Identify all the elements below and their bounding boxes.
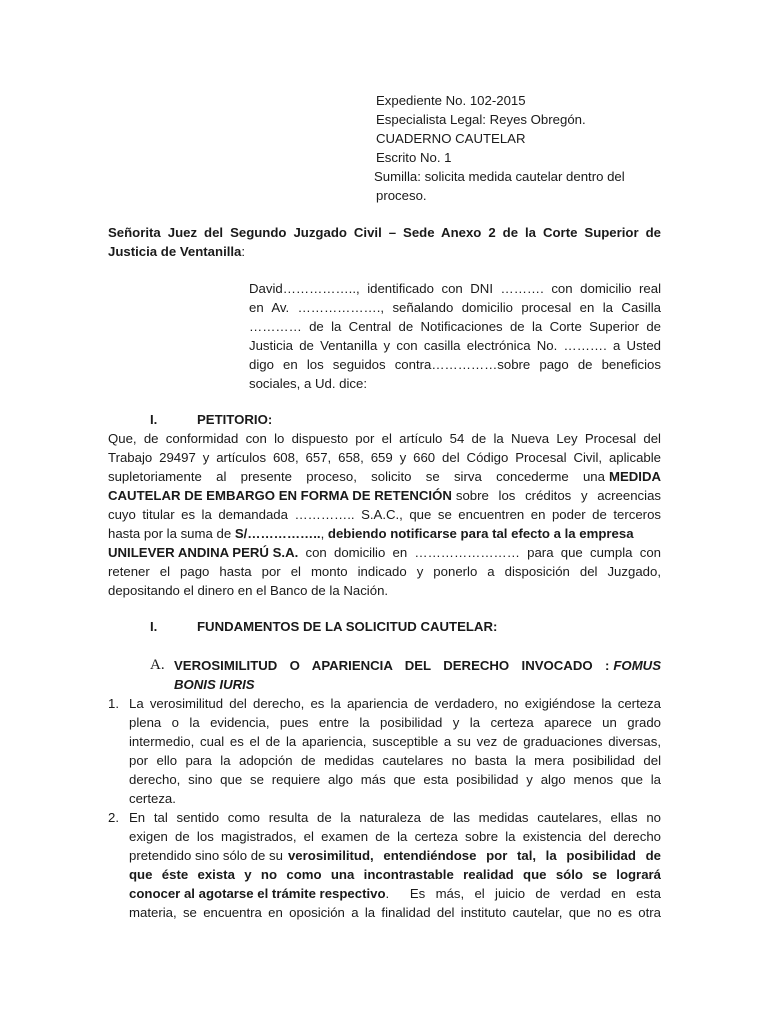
item-1-line: por ello para la adopción de medidas cautelares no basta la mera posibilidad del [129,753,661,768]
petitorio-line [108,467,661,486]
item-2-line: En tal sentido como resulta de la naturaleza de las medidas cautelares, ellas no [129,810,661,825]
item-2-line: exigen de los magistrados, el examen de la certeza sobre la existencia del derecho [129,829,661,844]
intro-line: en Av. ………………., señalando domicilio procesal en la Casilla [249,300,661,315]
item-1-line: certeza. [129,791,176,806]
petitorio-text: hasta por la suma de [108,526,232,541]
item-2-line: materia, se encuentra en oposición a la finalidad del instituto cautelar, que no es otra [129,905,661,920]
summary-line-1: Sumilla: solicita medida cautelar dentro del [374,169,625,184]
fundamentos-numeral: I. [150,619,158,634]
item-2-line: que éste exista y no como una incontrastable realidad que sólo se logrará [129,867,661,882]
item-2-text: pretendido sino sólo de su [129,848,283,863]
petitorio-line: retener el pago hasta por el monto indicado y ponerlo a disposición del Juzgado, [108,564,661,579]
filing-number: Escrito No. 1 [376,150,452,165]
petitorio-line: cuyo titular es la demandada ………….. S.A.C., que se encuentren en poder de terceros [108,507,661,522]
item-number: 1. [108,696,119,711]
item-2-text: . Es más, el juicio de verdad en esta [385,886,661,901]
addressee-colon: : [241,244,246,259]
fundamentos-title: FUNDAMENTOS DE LA SOLICITUD CAUTELAR: [197,619,498,634]
petitorio-text: sobre los créditos y acreencias [455,488,661,503]
addressee-court: Justicia de Ventanilla [108,244,242,259]
intro-line: sociales, a Ud. dice: [249,376,368,391]
petitorio-amount: S/…………….. [234,526,321,541]
subsection-latin-2: BONIS IURIS [174,677,255,692]
petitorio-line: Que, de conformidad con lo dispuesto por el artículo 54 de la Nueva Ley Procesal del [108,431,661,446]
addressee-line-2 [108,242,245,261]
petitorio-line [108,543,661,562]
item-1-line: intermedio, cual es el de la apariencia, susceptible a su vez de graduaciones diversas, [129,734,661,749]
addressee-line-1: Señorita Juez del Segundo Juzgado Civil – Sede Anexo 2 de la Corte Superior de [108,225,661,240]
case-number: Expediente No. 102-2015 [376,93,526,108]
subsection-title-text: VEROSIMILITUD O APARIENCIA DEL DERECHO INVOCADO : [174,658,610,673]
petitorio-comma: , [320,526,325,541]
summary-line-2: proceso. [376,188,427,203]
petitorio-line [108,486,661,505]
petitorio-text: con domicilio en …………………… para que cumpla con [298,545,661,560]
intro-line: Justicia de Ventanilla y con casilla electrónica No. ………. a Usted [249,338,661,353]
petitorio-numeral: I. [150,412,158,427]
intro-line: ………… de la Central de Notificaciones de la Corte Superior de [249,319,661,334]
subsection-title [174,656,661,675]
legal-specialist: Especialista Legal: Reyes Obregón. [376,112,586,127]
petitorio-measure: CAUTELAR DE EMBARGO EN FORMA DE RETENCIÓN [108,488,452,503]
intro-line: digo en los seguidos contra……………sobre pago de beneficios [249,357,661,372]
item-2-line [129,884,661,903]
petitorio-text: supletoriamente al presente proceso, solicito se sirva concederme una [108,469,605,484]
subsection-letter: A. [150,657,165,673]
intro-line: David…………….., identificado con DNI ………. con domicilio real [249,281,661,296]
item-number: 2. [108,810,119,825]
petitorio-line: Trabajo 29497 y artículos 608, 657, 658, 659 y 660 del Código Procesal Civil, aplicable [108,450,661,465]
item-2-line [129,846,661,865]
petitorio-title: PETITORIO: [197,412,273,427]
notebook-type: CUADERNO CAUTELAR [376,131,526,146]
item-1-line: plena o la evidencia, pues entre la posibilidad y la certeza aparece un grado [129,715,661,730]
item-2-bold: verosimilitud, entendiéndose por tal, la posibilidad de [287,848,661,863]
petitorio-company: UNILEVER ANDINA PERÚ S.A. [108,545,299,560]
petitorio-line: depositando el dinero en el Banco de la Nación. [108,583,389,598]
petitorio-line [108,524,661,543]
subsection-latin-1: FOMUS [613,658,661,673]
item-1-line: La verosimilitud del derecho, es la apariencia de verdadero, no exigiéndose la certeza [129,696,661,711]
item-1-line: derecho, sino que se requiere algo más que esta posibilidad y algo menos que la [129,772,661,787]
item-2-bold: conocer al agotarse el trámite respectivo [129,886,386,901]
petitorio-bold: debiendo notificarse para tal efecto a la empresa [327,526,634,541]
petitorio-bold: MEDIDA [608,469,661,484]
